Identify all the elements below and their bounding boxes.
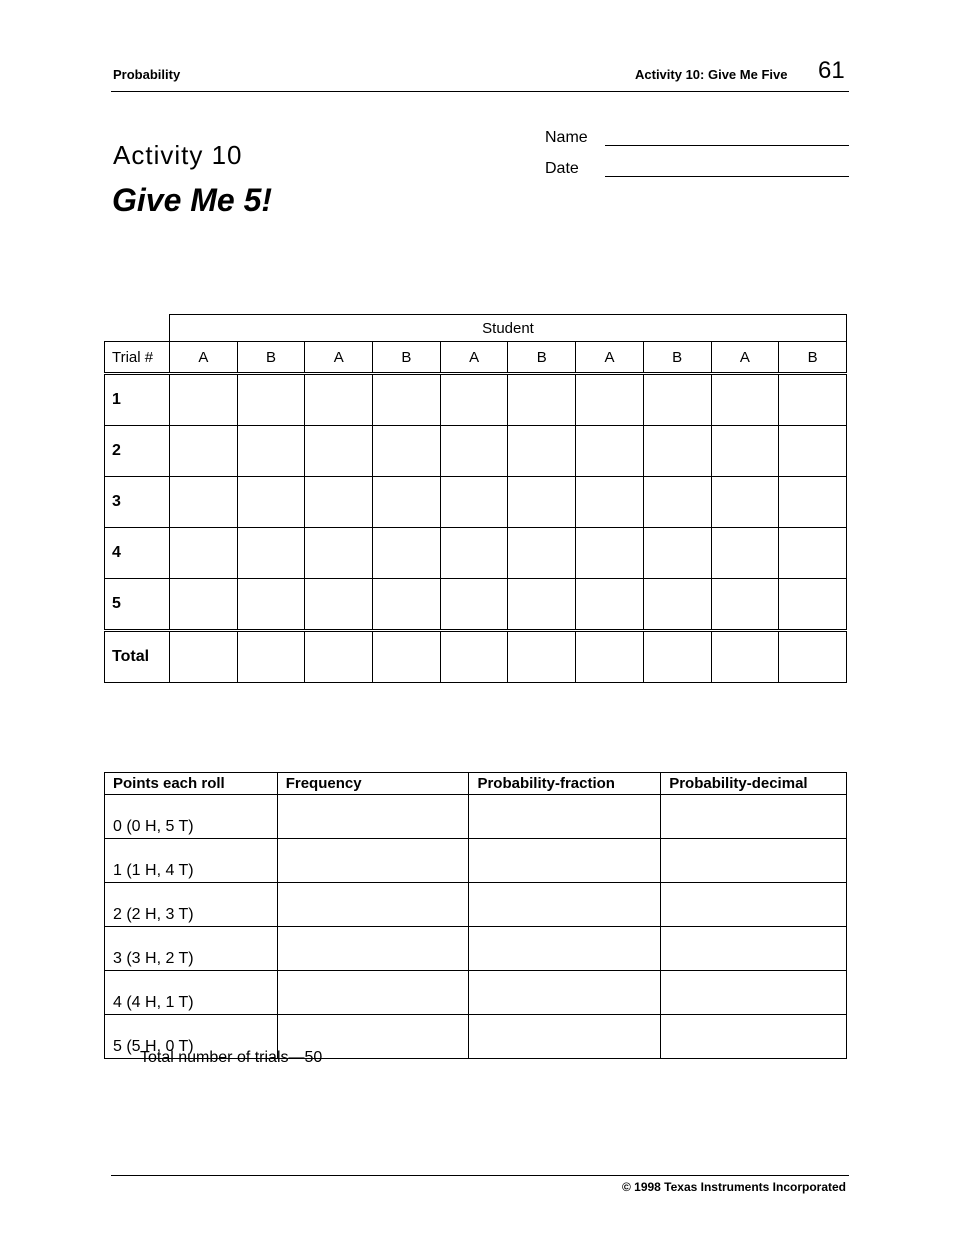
entry-cell[interactable] [373, 631, 441, 683]
entry-cell[interactable] [440, 374, 508, 426]
entry-cell[interactable] [643, 579, 711, 631]
table-row [105, 528, 847, 579]
entry-cell[interactable] [469, 1015, 661, 1059]
entry-cell[interactable] [305, 528, 373, 579]
student-column-header: A [440, 342, 508, 374]
points-row-label: 0 (0 H, 5 T) [105, 795, 278, 839]
table-row [105, 374, 847, 426]
points-row-label: 5 (5 H, 0 T) [105, 1015, 278, 1059]
table-row [105, 971, 847, 1015]
entry-cell[interactable] [779, 579, 847, 631]
entry-cell[interactable] [373, 426, 441, 477]
name-label: Name [545, 129, 588, 146]
table-row [105, 839, 847, 883]
copyright-footer: © 1998 Texas Instruments Incorporated [621, 1180, 846, 1194]
entry-cell[interactable] [237, 477, 305, 528]
entry-cell[interactable] [508, 631, 576, 683]
entry-cell[interactable] [661, 839, 847, 883]
table-row [105, 795, 847, 839]
student-header: Student [170, 315, 847, 342]
entry-cell[interactable] [711, 579, 779, 631]
student-column-header: B [237, 342, 305, 374]
points-row-label: 2 (2 H, 3 T) [105, 883, 278, 927]
points-row-label: 3 (3 H, 2 T) [105, 927, 278, 971]
entry-cell[interactable] [508, 579, 576, 631]
entry-cell[interactable] [440, 528, 508, 579]
entry-cell[interactable] [373, 374, 441, 426]
activity-title: Give Me 5! [112, 182, 273, 218]
table-row [105, 426, 847, 477]
entry-cell[interactable] [779, 426, 847, 477]
entry-cell[interactable] [711, 374, 779, 426]
entry-cell[interactable] [469, 883, 661, 927]
entry-cell[interactable] [576, 579, 644, 631]
entry-cell[interactable] [576, 374, 644, 426]
trial-row-label: Total [105, 631, 170, 683]
entry-cell[interactable] [237, 631, 305, 683]
entry-cell[interactable] [508, 426, 576, 477]
entry-cell[interactable] [779, 631, 847, 683]
entry-cell[interactable] [170, 426, 238, 477]
student-column-header: A [170, 342, 238, 374]
name-field-line[interactable] [605, 145, 849, 146]
entry-cell[interactable] [373, 579, 441, 631]
entry-cell[interactable] [440, 579, 508, 631]
activity-number: Activity 10 [113, 140, 243, 170]
points-row-label: 1 (1 H, 4 T) [105, 839, 278, 883]
points-row-label: 4 (4 H, 1 T) [105, 971, 278, 1015]
trial-row-label: 4 [105, 528, 170, 579]
entry-cell[interactable] [469, 971, 661, 1015]
entry-cell[interactable] [576, 426, 644, 477]
entry-cell[interactable] [576, 477, 644, 528]
trial-row-label: 5 [105, 579, 170, 631]
entry-cell[interactable] [237, 374, 305, 426]
entry-cell[interactable] [170, 374, 238, 426]
entry-cell[interactable] [440, 631, 508, 683]
entry-cell[interactable] [661, 883, 847, 927]
points-column-header: Probability-decimal [661, 773, 847, 795]
table-row [105, 631, 847, 683]
entry-cell[interactable] [469, 795, 661, 839]
entry-cell[interactable] [237, 579, 305, 631]
trial-number-header: Trial # [105, 342, 170, 374]
entry-cell[interactable] [711, 477, 779, 528]
header-running-title: Activity 10: Give Me Five [635, 67, 788, 82]
student-column-header: B [643, 342, 711, 374]
trial-row-label: 1 [105, 374, 170, 426]
entry-cell[interactable] [779, 477, 847, 528]
entry-cell[interactable] [661, 927, 847, 971]
entry-cell[interactable] [661, 971, 847, 1015]
entry-cell[interactable] [170, 631, 238, 683]
header-section: Probability [113, 67, 181, 82]
entry-cell[interactable] [469, 839, 661, 883]
entry-cell[interactable] [237, 426, 305, 477]
entry-cell[interactable] [237, 528, 305, 579]
student-column-header: B [508, 342, 576, 374]
entry-cell[interactable] [643, 528, 711, 579]
points-column-header: Frequency [277, 773, 469, 795]
entry-cell[interactable] [305, 426, 373, 477]
table-row [105, 477, 847, 528]
entry-cell[interactable] [277, 839, 469, 883]
trial-table [104, 314, 847, 683]
date-label: Date [545, 160, 579, 177]
total-trials-note: Total number of trials—50 [140, 1049, 323, 1066]
entry-cell[interactable] [643, 477, 711, 528]
entry-cell[interactable] [508, 477, 576, 528]
entry-cell[interactable] [277, 971, 469, 1015]
points-table [104, 772, 847, 1059]
student-column-header: B [373, 342, 441, 374]
entry-cell[interactable] [305, 477, 373, 528]
table-row [105, 927, 847, 971]
entry-cell[interactable] [779, 374, 847, 426]
table-corner [105, 315, 170, 342]
table-row [105, 579, 847, 631]
trial-row-label: 2 [105, 426, 170, 477]
entry-cell[interactable] [305, 374, 373, 426]
entry-cell[interactable] [643, 374, 711, 426]
points-column-header: Points each roll [105, 773, 278, 795]
entry-cell[interactable] [277, 795, 469, 839]
entry-cell[interactable] [643, 426, 711, 477]
entry-cell[interactable] [305, 631, 373, 683]
entry-cell[interactable] [711, 528, 779, 579]
table-row [105, 883, 847, 927]
entry-cell[interactable] [711, 631, 779, 683]
entry-cell[interactable] [277, 883, 469, 927]
student-column-header: A [305, 342, 373, 374]
entry-cell[interactable] [508, 528, 576, 579]
entry-cell[interactable] [277, 927, 469, 971]
student-column-header: A [711, 342, 779, 374]
entry-cell[interactable] [508, 374, 576, 426]
entry-cell[interactable] [711, 426, 779, 477]
entry-cell[interactable] [576, 528, 644, 579]
student-column-header: B [779, 342, 847, 374]
entry-cell[interactable] [576, 631, 644, 683]
entry-cell[interactable] [373, 528, 441, 579]
entry-cell[interactable] [661, 795, 847, 839]
entry-cell[interactable] [440, 477, 508, 528]
entry-cell[interactable] [779, 528, 847, 579]
page-number: 61 [818, 57, 845, 84]
entry-cell[interactable] [170, 528, 238, 579]
points-column-header: Probability-fraction [469, 773, 661, 795]
entry-cell[interactable] [469, 927, 661, 971]
entry-cell[interactable] [643, 631, 711, 683]
date-field-line[interactable] [605, 176, 849, 177]
trial-row-label: 3 [105, 477, 170, 528]
entry-cell[interactable] [170, 579, 238, 631]
entry-cell[interactable] [661, 1015, 847, 1059]
header-rule [111, 91, 849, 92]
student-column-header: A [576, 342, 644, 374]
entry-cell[interactable] [305, 579, 373, 631]
footer-rule [111, 1175, 849, 1176]
entry-cell[interactable] [373, 477, 441, 528]
entry-cell[interactable] [440, 426, 508, 477]
entry-cell[interactable] [170, 477, 238, 528]
